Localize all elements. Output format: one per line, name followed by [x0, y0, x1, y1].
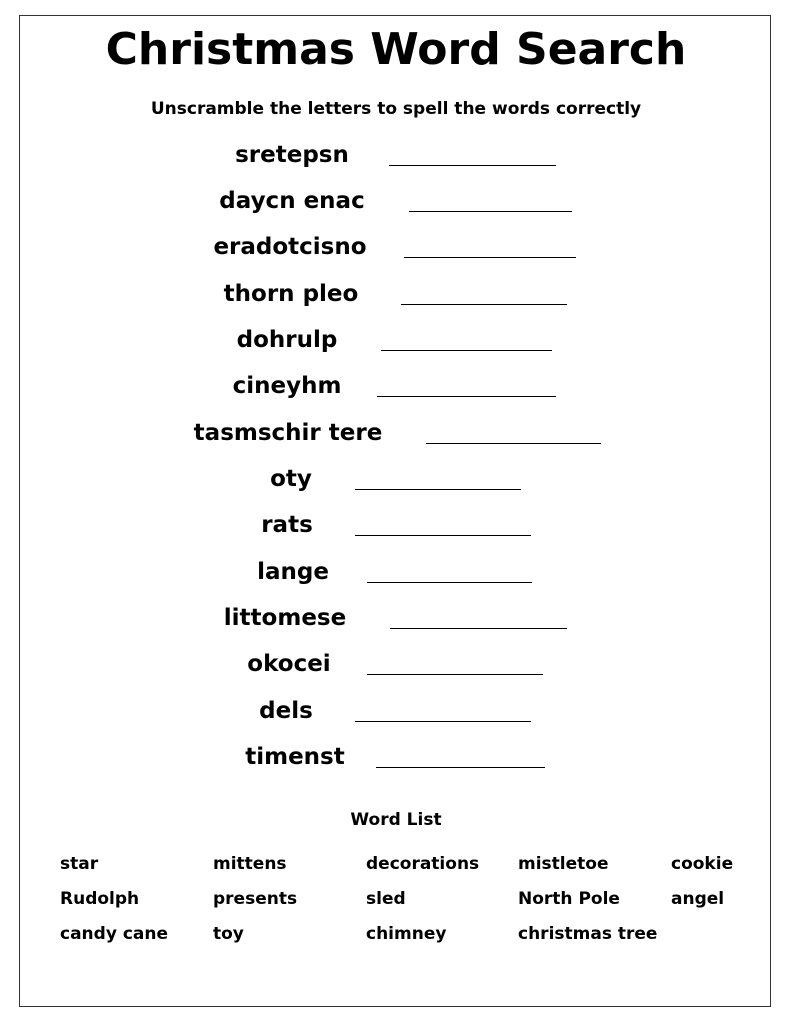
- answer-blank[interactable]: [367, 674, 543, 675]
- word-list-item: christmas tree: [518, 924, 658, 944]
- answer-blank[interactable]: [355, 721, 531, 722]
- scramble-row: [0, 416, 792, 450]
- word-list-item: North Pole: [518, 889, 620, 909]
- scramble-row: [0, 555, 792, 589]
- word-list-item: star: [60, 854, 99, 874]
- instructions: Unscramble the letters to spell the words correctly: [150, 99, 642, 119]
- scramble-row: [0, 647, 792, 681]
- scrambled-word: lange: [257, 559, 329, 585]
- answer-blank[interactable]: [409, 211, 572, 212]
- scramble-row: [0, 184, 792, 218]
- page-title: Christmas Word Search: [105, 24, 687, 75]
- scrambled-word: eradotcisno: [213, 234, 367, 260]
- word-list-item: toy: [213, 924, 244, 944]
- word-list-item: mistletoe: [518, 854, 609, 874]
- scrambled-word: dohrulp: [236, 327, 338, 353]
- word-list-item: cookie: [671, 854, 734, 874]
- scramble-row: [0, 369, 792, 403]
- word-list-heading: Word List: [350, 810, 442, 830]
- scramble-row: [0, 740, 792, 774]
- scrambled-word: timenst: [245, 744, 345, 770]
- scramble-row: [0, 323, 792, 357]
- scrambled-word: rats: [261, 512, 313, 538]
- scramble-row: [0, 277, 792, 311]
- answer-blank[interactable]: [355, 535, 531, 536]
- scramble-row: [0, 694, 792, 728]
- scramble-row: [0, 601, 792, 635]
- scramble-row: [0, 462, 792, 496]
- word-list-item: candy cane: [60, 924, 169, 944]
- scramble-row: [0, 230, 792, 264]
- answer-blank[interactable]: [367, 582, 532, 583]
- scrambled-word: tasmschir tere: [193, 420, 383, 446]
- scrambled-word: okocei: [247, 651, 331, 677]
- word-list-item: presents: [213, 889, 298, 909]
- scrambled-word: sretepsn: [235, 142, 349, 168]
- word-list-item: mittens: [213, 854, 287, 874]
- word-list-item: decorations: [366, 854, 480, 874]
- answer-blank[interactable]: [381, 350, 552, 351]
- scrambled-word: oty: [270, 466, 312, 492]
- word-list-item: angel: [671, 889, 725, 909]
- scrambled-word: littomese: [223, 605, 347, 631]
- answer-blank[interactable]: [389, 165, 556, 166]
- word-list-item: sled: [366, 889, 406, 909]
- scrambled-word: thorn pleo: [223, 281, 359, 307]
- answer-blank[interactable]: [426, 443, 601, 444]
- answer-blank[interactable]: [355, 489, 521, 490]
- scramble-row: [0, 138, 792, 172]
- answer-blank[interactable]: [404, 257, 576, 258]
- scrambled-word: daycn enac: [219, 188, 365, 214]
- answer-blank[interactable]: [401, 304, 567, 305]
- answer-blank[interactable]: [390, 628, 567, 629]
- answer-blank[interactable]: [377, 396, 556, 397]
- answer-blank[interactable]: [376, 767, 545, 768]
- scramble-row: [0, 508, 792, 542]
- word-list-item: chimney: [366, 924, 447, 944]
- scrambled-word: cineyhm: [232, 373, 342, 399]
- scrambled-word: dels: [259, 698, 313, 724]
- word-list-item: Rudolph: [60, 889, 140, 909]
